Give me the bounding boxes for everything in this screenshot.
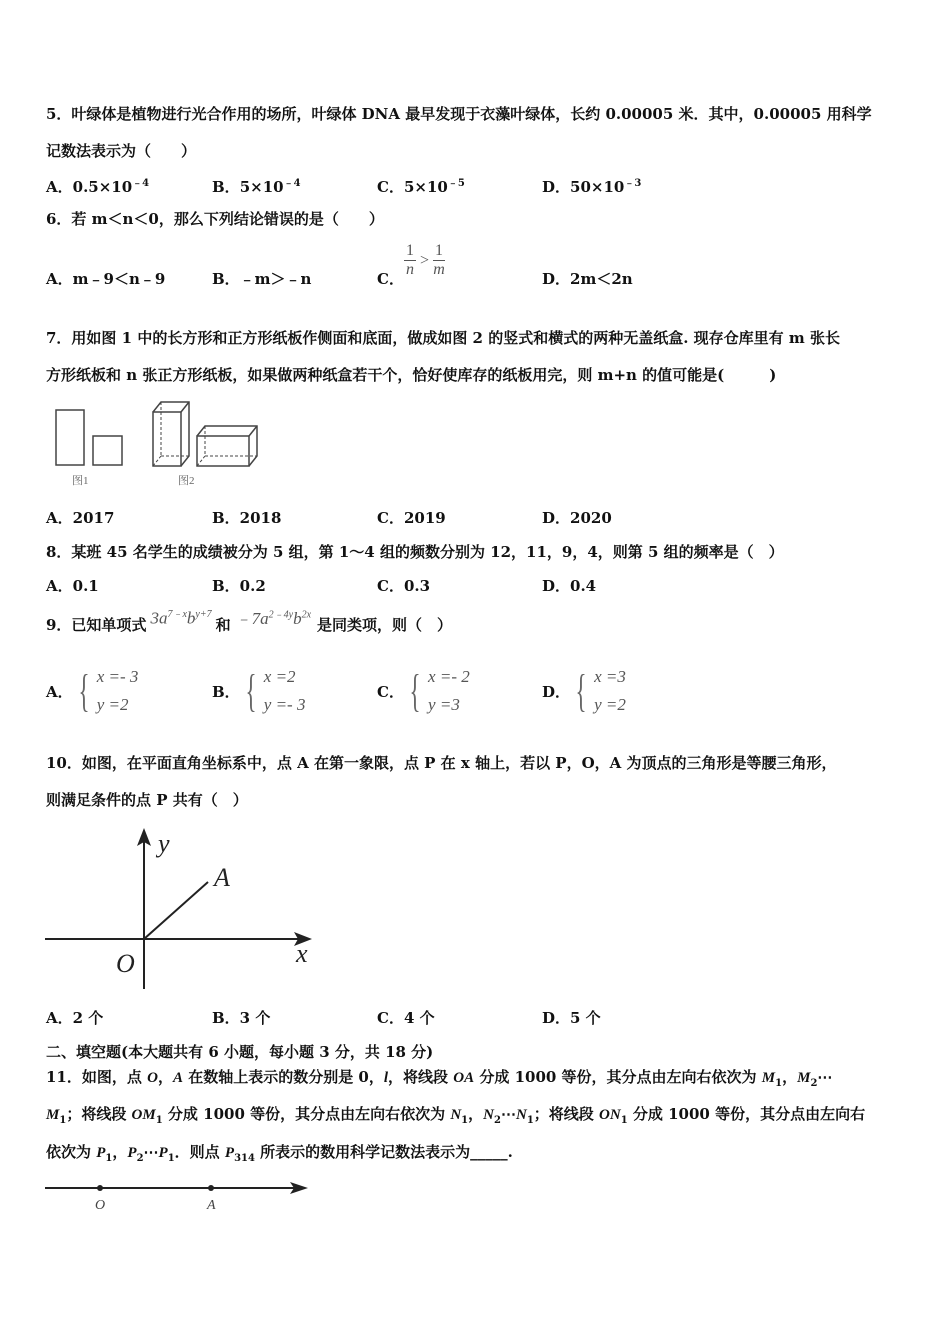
- q6-option-c-label: C．: [377, 270, 404, 288]
- q6-option-a: A．m﹣9＜n﹣9: [46, 270, 166, 288]
- q9-option-a: A． { x =- 3 y =2: [46, 665, 139, 716]
- q10-option-d: D．5 个: [542, 1009, 601, 1027]
- q11-point-o: [97, 1185, 103, 1191]
- q7-option-c: C．2019: [377, 509, 446, 527]
- q5-option-c: C．$5\times 10^{﹣5}$: [377, 178, 465, 196]
- q7-figure-boxes: [48, 398, 268, 493]
- q9-stem: 9．已知单项式 $3a^{7﹣x}b^{y+7}$ 和 $﹣7a^{2﹣4y}b^{2x}$ 是同类项，则（ ）: [46, 609, 453, 634]
- q7-square-board: [93, 436, 122, 465]
- q7-option-d: D．2020: [542, 509, 612, 527]
- q10-x-label: x: [296, 939, 308, 968]
- q11-label-a: A: [207, 1198, 216, 1213]
- q10-option-b: B．3 个: [212, 1009, 271, 1027]
- q10-y-label: y: [158, 829, 170, 858]
- q7-rectangle-board: [56, 410, 84, 465]
- q10-coordinate-figure: [40, 822, 330, 994]
- q8-option-b: B．0.2: [212, 577, 266, 595]
- q5-line1: 5．叶绿体是植物进行光合作用的场所，叶绿体 DNA 最早发现于衣藻叶绿体，长约 0.00005 米．其中，0.00005 用科学: [46, 105, 872, 123]
- q10-line2: 则满足条件的点 P 共有（ ）: [46, 791, 248, 809]
- q8-option-d: D．0.4: [542, 577, 597, 595]
- q10-option-c: C．4 个: [377, 1009, 435, 1027]
- q11-label-o: O: [95, 1198, 106, 1213]
- q11-point-a: [208, 1185, 214, 1191]
- q9-option-c: C． { x =- 2 y =3: [377, 665, 470, 716]
- q9-option-b: B． { x =2 y =- 3: [212, 665, 306, 716]
- q7-horizontal-box: [197, 426, 257, 466]
- q7-line2: 方形纸板和 n 张正方形纸板，如果做两种纸盒若干个，恰好使库存的纸板用完，则 m+n 的值可能是( ): [46, 366, 777, 384]
- q10-origin-label: O: [116, 949, 135, 978]
- q11-line2: $M_1$；将线段 $OM_1$ 分成 1000 等份，其分点由左向右依次为 $N_1$，$N_2\cdots N_1$；将线段 $ON_1$ 分成 1000 等份，其分点由左向右: [46, 1105, 866, 1126]
- q5-option-b: B．$5\times 10^{﹣4}$: [212, 178, 301, 196]
- q9-option-d: D． { x =3 y =2: [542, 665, 626, 716]
- section-2-title: 二、填空题(本大题共有 6 小题，每小题 3 分，共 18 分): [46, 1043, 434, 1061]
- q7-option-b: B．2018: [212, 509, 282, 527]
- q7-fig1-label: 图1: [72, 475, 89, 487]
- q11-line3: 依次为 $P_1$，$P_2\cdots P_1$．则点 $P_{314}$ 所表示的数用科学记数法表示为_____.: [46, 1143, 513, 1164]
- q7-vertical-box: [153, 402, 189, 466]
- q8-option-a: A．0.1: [46, 577, 99, 595]
- q8-option-c: C．0.3: [377, 577, 431, 595]
- q7-option-a: A．2017: [46, 509, 115, 527]
- q5-option-a: A．$0.5\times 10^{﹣4}$: [46, 178, 150, 196]
- q10-point-a-label: A: [214, 863, 230, 892]
- q5-line2: 记数法表示为（ ）: [46, 142, 197, 160]
- q8-stem: 8．某班 45 名学生的成绩被分为 5 组，第 1～4 组的频数分别为 12，11，9，4，则第 5 组的频率是（ ）: [46, 543, 784, 561]
- q10-option-a: A．2 个: [46, 1009, 104, 1027]
- q11-number-line: [40, 1178, 320, 1218]
- q6-stem: 6．若 m＜n＜0，那么下列结论错误的是（ ）: [46, 210, 384, 228]
- q7-fig2-label: 图2: [178, 475, 195, 487]
- q11-line1: 11．如图，点 O，A 在数轴上表示的数分别是 0，l，将线段 OA 分成 1000 等份，其分点由左向右依次为 $M_1$，$M_2\cdots$: [46, 1068, 833, 1089]
- q10-line1: 10．如图，在平面直角坐标系中，点 A 在第一象限，点 P 在 x 轴上，若以 P，O，A 为顶点的三角形是等腰三角形，: [46, 754, 837, 772]
- q6-option-b: B．﹣m＞﹣n: [212, 270, 312, 288]
- q6-option-c-math: $\frac{1}{n}$ > $\frac{1}{m}$: [406, 242, 445, 278]
- q10-segment-oa: [144, 882, 208, 939]
- q5-option-d: D．$50\times 10^{﹣3}$: [542, 178, 642, 196]
- q7-line1: 7．用如图 1 中的长方形和正方形纸板作侧面和底面，做成如图 2 的竖式和横式的两种无盖纸盒. 现存仓库里有 m 张长: [46, 329, 840, 347]
- q6-option-d: D．2m＜2n: [542, 270, 633, 288]
